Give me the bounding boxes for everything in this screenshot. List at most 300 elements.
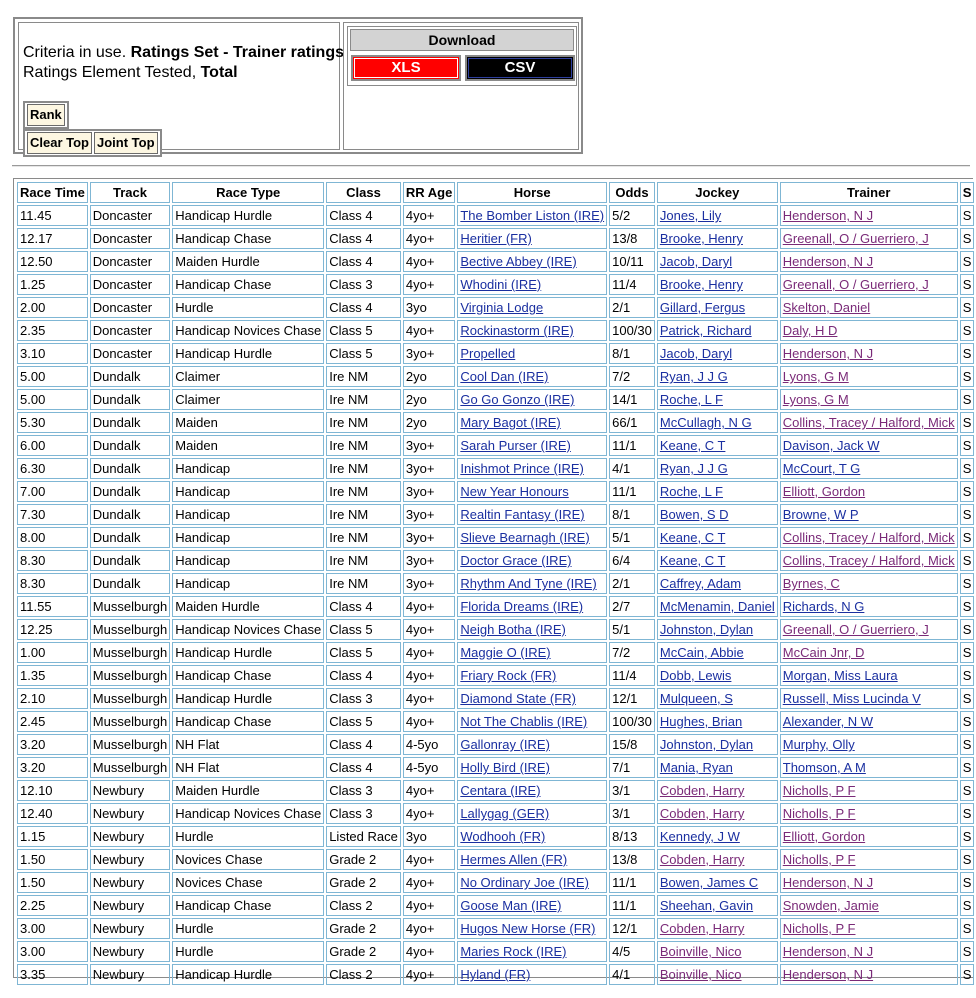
trainer-link[interactable]: Elliott, Gordon	[782, 484, 866, 499]
jockey-link[interactable]: Cobden, Harry	[659, 852, 745, 867]
cell-odds: 11/4	[609, 274, 655, 295]
cell-horse	[457, 780, 607, 801]
jockey-link[interactable]: Boinville, Nico	[659, 944, 742, 959]
horse-link[interactable]: Doctor Grace (IRE)	[460, 553, 572, 568]
cell-track: Newbury	[90, 941, 170, 962]
cell-jockey	[657, 343, 778, 364]
cell-race-type: Handicap Novices Chase	[172, 619, 324, 640]
table-row	[17, 711, 974, 732]
trainer-link[interactable]: Snowden, Jamie	[782, 898, 879, 913]
cell-track: Musselburgh	[90, 596, 170, 617]
cell-trainer	[780, 320, 958, 341]
cell-horse	[457, 734, 607, 755]
jockey-link[interactable]: Johnston, Dylan	[659, 737, 754, 752]
cell-race-time: 3.20	[17, 757, 88, 778]
cell-race-type: Hurdle	[172, 297, 324, 318]
cell-jockey	[657, 895, 778, 916]
trainer-link[interactable]: Collins, Tracey / Halford, Mick	[782, 415, 955, 430]
jockey-link[interactable]: Hughes, Brian	[659, 714, 743, 729]
cell-jockey	[657, 826, 778, 847]
cell-track: Doncaster	[90, 297, 170, 318]
cell-class: Grade 2	[326, 849, 401, 870]
jockey-link[interactable]: Caffrey, Adam	[659, 576, 742, 591]
cell-trainer	[780, 504, 958, 525]
cell-race-type: Handicap	[172, 573, 324, 594]
jockey-link[interactable]: Jones, Lily	[659, 208, 722, 223]
download-xls-label: XLS	[354, 58, 458, 78]
trainer-link[interactable]: Alexander, N W	[782, 714, 874, 729]
cell-s: S	[960, 964, 975, 985]
trainer-link[interactable]: Thomson, A M	[782, 760, 866, 775]
cell-class: Ire NM	[326, 458, 401, 479]
cell-odds: 11/1	[609, 872, 655, 893]
trainer-link[interactable]: Browne, W P	[782, 507, 859, 522]
trainer-link[interactable]: McCourt, T G	[782, 461, 861, 476]
trainer-link[interactable]: Henderson, N J	[782, 346, 874, 361]
cell-race-type: Claimer	[172, 366, 324, 387]
cell-horse	[457, 826, 607, 847]
cell-odds: 4/1	[609, 458, 655, 479]
results-table-container	[13, 178, 973, 982]
table-header-row	[17, 182, 974, 203]
cell-class: Class 4	[326, 228, 401, 249]
horse-link[interactable]: The Bomber Liston (IRE)	[460, 208, 605, 223]
cell-trainer	[780, 619, 958, 640]
cell-s: S	[960, 757, 975, 778]
horse-link[interactable]: Go Go Gonzo (IRE)	[460, 392, 575, 407]
jockey-link[interactable]: McCullagh, N G	[659, 415, 752, 430]
trainer-link[interactable]: Richards, N G	[782, 599, 865, 614]
trainer-link[interactable]: Henderson, N J	[782, 967, 874, 982]
trainer-link[interactable]: Skelton, Daniel	[782, 300, 871, 315]
jockey-link[interactable]: McMenamin, Daniel	[659, 599, 775, 614]
cell-rr-age: 2yo	[403, 389, 455, 410]
table-row	[17, 596, 974, 617]
horse-link[interactable]: Hermes Allen (FR)	[460, 852, 568, 867]
cell-horse	[457, 389, 607, 410]
trainer-link[interactable]: Henderson, N J	[782, 208, 874, 223]
cell-s: S	[960, 803, 975, 824]
cell-class: Class 5	[326, 711, 401, 732]
horse-link[interactable]: Mary Bagot (IRE)	[460, 415, 561, 430]
trainer-link[interactable]: McCain Jnr, D	[782, 645, 865, 660]
cell-jockey	[657, 297, 778, 318]
cell-jockey	[657, 780, 778, 801]
cell-trainer	[780, 849, 958, 870]
download-xls-button[interactable]	[351, 55, 461, 81]
cell-race-time: 1.35	[17, 665, 88, 686]
cell-race-type: Handicap Novices Chase	[172, 320, 324, 341]
trainer-link[interactable]: Nicholls, P F	[782, 783, 856, 798]
horse-link[interactable]: Gallonray (IRE)	[460, 737, 550, 752]
cell-race-time: 2.25	[17, 895, 88, 916]
jockey-link[interactable]: Mania, Ryan	[659, 760, 733, 775]
cell-jockey	[657, 619, 778, 640]
cell-rr-age: 4yo+	[403, 596, 455, 617]
cell-race-time: 1.25	[17, 274, 88, 295]
horse-link[interactable]: Heritier (FR)	[460, 231, 532, 246]
trainer-link[interactable]: Davison, Jack W	[782, 438, 880, 453]
cell-rr-age: 4-5yo	[403, 734, 455, 755]
cell-s: S	[960, 274, 975, 295]
trainer-link[interactable]: Daly, H D	[782, 323, 838, 338]
cell-horse	[457, 688, 607, 709]
horse-link[interactable]: New Year Honours	[460, 484, 569, 499]
horse-link[interactable]: Whodini (IRE)	[460, 277, 542, 292]
trainer-link[interactable]: Nicholls, P F	[782, 806, 856, 821]
trainer-link[interactable]: Lyons, G M	[782, 392, 849, 407]
cell-track: Doncaster	[90, 320, 170, 341]
horse-link[interactable]: Virginia Lodge	[460, 300, 544, 315]
column-header-s[interactable]: S	[960, 182, 975, 203]
table-row	[17, 895, 974, 916]
table-row	[17, 458, 974, 479]
horse-link[interactable]: Slieve Bearnagh (IRE)	[460, 530, 590, 545]
cell-track: Dundalk	[90, 527, 170, 548]
cell-horse	[457, 895, 607, 916]
cell-race-type: Handicap Chase	[172, 274, 324, 295]
cell-track: Musselburgh	[90, 642, 170, 663]
horse-link[interactable]: Florida Dreams (IRE)	[460, 599, 584, 614]
jockey-link[interactable]: Kennedy, J W	[659, 829, 740, 844]
cell-trainer	[780, 412, 958, 433]
clear-top-button[interactable]: Clear Top	[27, 132, 92, 154]
jockey-link[interactable]: Keane, C T	[659, 530, 726, 545]
cell-s: S	[960, 665, 975, 686]
cell-race-type: Handicap	[172, 504, 324, 525]
cell-class: Ire NM	[326, 435, 401, 456]
cell-class: Ire NM	[326, 550, 401, 571]
cell-race-time: 11.45	[17, 205, 88, 226]
trainer-link[interactable]: Morgan, Miss Laura	[782, 668, 898, 683]
cell-class: Class 4	[326, 665, 401, 686]
column-header-jockey[interactable]: Jockey	[657, 182, 778, 203]
trainer-link[interactable]: Elliott, Gordon	[782, 829, 866, 844]
cell-odds: 12/1	[609, 688, 655, 709]
cell-class: Class 5	[326, 343, 401, 364]
cell-horse	[457, 320, 607, 341]
cell-trainer	[780, 826, 958, 847]
trainer-link[interactable]: Henderson, N J	[782, 944, 874, 959]
horse-link[interactable]: Cool Dan (IRE)	[460, 369, 549, 384]
trainer-link[interactable]: Russell, Miss Lucinda V	[782, 691, 921, 706]
cell-race-type: Handicap	[172, 458, 324, 479]
trainer-link[interactable]: Collins, Tracey / Halford, Mick	[782, 530, 955, 545]
table-row	[17, 734, 974, 755]
cell-s: S	[960, 205, 975, 226]
jockey-link[interactable]: Cobden, Harry	[659, 806, 745, 821]
cell-s: S	[960, 458, 975, 479]
cell-jockey	[657, 573, 778, 594]
cell-jockey	[657, 872, 778, 893]
cell-track: Musselburgh	[90, 711, 170, 732]
jockey-link[interactable]: Cobden, Harry	[659, 921, 745, 936]
cell-trainer	[780, 688, 958, 709]
jockey-link[interactable]: Brooke, Henry	[659, 231, 743, 246]
column-header-odds[interactable]: Odds	[609, 182, 655, 203]
cell-race-type: Handicap Chase	[172, 665, 324, 686]
trainer-link[interactable]: Nicholls, P F	[782, 921, 856, 936]
cell-track: Musselburgh	[90, 688, 170, 709]
cell-race-type: Maiden	[172, 412, 324, 433]
cell-race-type: Hurdle	[172, 918, 324, 939]
cell-horse	[457, 228, 607, 249]
cell-s: S	[960, 481, 975, 502]
table-row	[17, 412, 974, 433]
criteria-ratings-set-value: Ratings Set - Trainer ratings	[130, 44, 344, 61]
cell-race-time: 1.50	[17, 872, 88, 893]
jockey-link[interactable]: Cobden, Harry	[659, 783, 745, 798]
column-header-race-type[interactable]: Race Type	[172, 182, 324, 203]
jockey-link[interactable]: Dobb, Lewis	[659, 668, 732, 683]
cell-class: Ire NM	[326, 366, 401, 387]
cell-horse	[457, 481, 607, 502]
cell-rr-age: 4yo+	[403, 274, 455, 295]
jockey-link[interactable]: Ryan, J J G	[659, 369, 728, 384]
jockey-link[interactable]: Bowen, S D	[659, 507, 729, 522]
jockey-link[interactable]: Johnston, Dylan	[659, 622, 754, 637]
cell-trainer	[780, 274, 958, 295]
horse-link[interactable]: Hugos New Horse (FR)	[460, 921, 596, 936]
cell-horse	[457, 803, 607, 824]
rank-button[interactable]: Rank	[27, 104, 65, 126]
cell-jockey	[657, 435, 778, 456]
cell-odds: 8/1	[609, 343, 655, 364]
cell-horse	[457, 550, 607, 571]
cell-class: Class 3	[326, 780, 401, 801]
jockey-link[interactable]: Gillard, Fergus	[659, 300, 746, 315]
cell-race-type: Handicap Hurdle	[172, 205, 324, 226]
cell-race-type: Handicap Hurdle	[172, 688, 324, 709]
joint-top-button[interactable]: Joint Top	[94, 132, 158, 154]
download-csv-label: CSV	[468, 58, 572, 78]
cell-race-type: Handicap	[172, 527, 324, 548]
horse-link[interactable]: Inishmot Prince (IRE)	[460, 461, 584, 476]
cell-track: Doncaster	[90, 274, 170, 295]
cell-s: S	[960, 550, 975, 571]
cell-track: Newbury	[90, 826, 170, 847]
horse-link[interactable]: Hyland (FR)	[460, 967, 531, 982]
table-row	[17, 803, 974, 824]
cell-track: Dundalk	[90, 504, 170, 525]
cell-jockey	[657, 481, 778, 502]
cell-class: Ire NM	[326, 527, 401, 548]
cell-s: S	[960, 412, 975, 433]
download-csv-button[interactable]	[465, 55, 575, 81]
table-row	[17, 918, 974, 939]
cell-track: Doncaster	[90, 205, 170, 226]
jockey-link[interactable]: Roche, L F	[659, 484, 723, 499]
column-header-track[interactable]: Track	[90, 182, 170, 203]
cell-race-type: Handicap Chase	[172, 895, 324, 916]
cell-jockey	[657, 527, 778, 548]
cell-horse	[457, 918, 607, 939]
cell-rr-age: 3yo+	[403, 504, 455, 525]
trainer-link[interactable]: Murphy, Olly	[782, 737, 855, 752]
cell-odds: 8/1	[609, 504, 655, 525]
cell-track: Dundalk	[90, 435, 170, 456]
cell-horse	[457, 596, 607, 617]
cell-odds: 2/1	[609, 573, 655, 594]
cell-s: S	[960, 573, 975, 594]
jockey-link[interactable]: Keane, C T	[659, 438, 726, 453]
table-row	[17, 320, 974, 341]
cell-race-type: Handicap Novices Chase	[172, 803, 324, 824]
cell-race-type: NH Flat	[172, 734, 324, 755]
horse-link[interactable]: Lallygag (GER)	[460, 806, 550, 821]
jockey-link[interactable]: Ryan, J J G	[659, 461, 728, 476]
trainer-link[interactable]: Nicholls, P F	[782, 852, 856, 867]
cell-jockey	[657, 941, 778, 962]
horse-link[interactable]: No Ordinary Joe (IRE)	[460, 875, 589, 890]
jockey-link[interactable]: Keane, C T	[659, 553, 726, 568]
trainer-link[interactable]: Collins, Tracey / Halford, Mick	[782, 553, 955, 568]
download-panel	[343, 22, 579, 150]
table-row	[17, 642, 974, 663]
jockey-link[interactable]: Mulqueen, S	[659, 691, 733, 706]
trainer-link[interactable]: Greenall, O / Guerriero, J	[782, 231, 929, 246]
rank-button-frame	[23, 101, 69, 129]
criteria-prefix: Criteria in use.	[23, 44, 127, 61]
jockey-link[interactable]: Brooke, Henry	[659, 277, 743, 292]
cell-race-time: 7.30	[17, 504, 88, 525]
cell-jockey	[657, 849, 778, 870]
horse-link[interactable]: Wodhooh (FR)	[460, 829, 546, 844]
cell-horse	[457, 849, 607, 870]
table-row	[17, 481, 974, 502]
trainer-link[interactable]: Byrnes, C	[782, 576, 840, 591]
column-header-race-time[interactable]: Race Time	[17, 182, 88, 203]
trainer-link[interactable]: Greenall, O / Guerriero, J	[782, 622, 929, 637]
horse-link[interactable]: Rhythm And Tyne (IRE)	[460, 576, 597, 591]
cell-s: S	[960, 688, 975, 709]
cell-race-time: 12.25	[17, 619, 88, 640]
horse-link[interactable]: Sarah Purser (IRE)	[460, 438, 571, 453]
cell-race-time: 3.00	[17, 918, 88, 939]
table-row	[17, 688, 974, 709]
cell-race-time: 8.30	[17, 573, 88, 594]
cell-s: S	[960, 366, 975, 387]
column-header-horse[interactable]: Horse	[457, 182, 607, 203]
cell-track: Dundalk	[90, 550, 170, 571]
horse-link[interactable]: Centara (IRE)	[460, 783, 541, 798]
horse-link[interactable]: Holly Bird (IRE)	[460, 760, 550, 775]
horse-link[interactable]: Goose Man (IRE)	[460, 898, 562, 913]
horse-link[interactable]: Friary Rock (FR)	[460, 668, 557, 683]
download-title: Download	[350, 29, 574, 51]
cell-rr-age: 3yo+	[403, 550, 455, 571]
cell-trainer	[780, 343, 958, 364]
cell-trainer	[780, 205, 958, 226]
column-header-class[interactable]: Class	[326, 182, 401, 203]
cell-rr-age: 3yo+	[403, 481, 455, 502]
jockey-link[interactable]: Boinville, Nico	[659, 967, 742, 982]
cell-race-time: 6.30	[17, 458, 88, 479]
jockey-link[interactable]: Jacob, Daryl	[659, 254, 733, 269]
cell-horse	[457, 573, 607, 594]
cell-trainer	[780, 803, 958, 824]
cell-race-time: 5.00	[17, 389, 88, 410]
cell-rr-age: 3yo+	[403, 458, 455, 479]
results-table-body	[17, 205, 974, 985]
cell-race-time: 3.20	[17, 734, 88, 755]
cell-jockey	[657, 964, 778, 985]
jockey-link[interactable]: Jacob, Daryl	[659, 346, 733, 361]
cell-rr-age: 2yo	[403, 412, 455, 433]
cell-race-time: 12.17	[17, 228, 88, 249]
cell-s: S	[960, 895, 975, 916]
cell-rr-age: 4yo+	[403, 642, 455, 663]
cell-jockey	[657, 228, 778, 249]
cell-horse	[457, 251, 607, 272]
table-row	[17, 849, 974, 870]
cell-class: Class 2	[326, 964, 401, 985]
trainer-link[interactable]: Henderson, N J	[782, 875, 874, 890]
table-row	[17, 228, 974, 249]
jockey-link[interactable]: Patrick, Richard	[659, 323, 752, 338]
table-row	[17, 435, 974, 456]
table-row	[17, 504, 974, 525]
cell-trainer	[780, 389, 958, 410]
cell-track: Dundalk	[90, 366, 170, 387]
cell-rr-age: 4yo+	[403, 619, 455, 640]
column-header-rr-age[interactable]: RR Age	[403, 182, 455, 203]
jockey-link[interactable]: McCain, Abbie	[659, 645, 744, 660]
cell-trainer	[780, 228, 958, 249]
horse-link[interactable]: Realtin Fantasy (IRE)	[460, 507, 585, 522]
jockey-link[interactable]: Roche, L F	[659, 392, 723, 407]
horse-link[interactable]: Maggie O (IRE)	[460, 645, 551, 660]
cell-s: S	[960, 941, 975, 962]
cell-s: S	[960, 527, 975, 548]
horse-link[interactable]: Bective Abbey (IRE)	[460, 254, 577, 269]
jockey-link[interactable]: Sheehan, Gavin	[659, 898, 754, 913]
cell-trainer	[780, 964, 958, 985]
cell-track: Musselburgh	[90, 665, 170, 686]
cell-jockey	[657, 320, 778, 341]
horse-link[interactable]: Not The Chablis (IRE)	[460, 714, 588, 729]
table-row	[17, 780, 974, 801]
table-row	[17, 757, 974, 778]
horse-link[interactable]: Propelled	[460, 346, 516, 361]
cell-class: Ire NM	[326, 504, 401, 525]
cell-odds: 2/7	[609, 596, 655, 617]
horse-link[interactable]: Diamond State (FR)	[460, 691, 576, 706]
cell-class: Class 3	[326, 688, 401, 709]
cell-race-type: Novices Chase	[172, 849, 324, 870]
column-header-trainer[interactable]: Trainer	[780, 182, 958, 203]
cell-rr-age: 4yo+	[403, 780, 455, 801]
trainer-link[interactable]: Henderson, N J	[782, 254, 874, 269]
horse-link[interactable]: Maries Rock (IRE)	[460, 944, 567, 959]
cell-odds: 15/8	[609, 734, 655, 755]
table-row	[17, 274, 974, 295]
jockey-link[interactable]: Bowen, James C	[659, 875, 759, 890]
cell-odds: 6/4	[609, 550, 655, 571]
trainer-link[interactable]: Greenall, O / Guerriero, J	[782, 277, 929, 292]
horse-link[interactable]: Neigh Botha (IRE)	[460, 622, 566, 637]
cell-odds: 11/4	[609, 665, 655, 686]
cell-s: S	[960, 297, 975, 318]
cell-jockey	[657, 688, 778, 709]
cell-trainer	[780, 757, 958, 778]
table-row	[17, 964, 974, 985]
cell-rr-age: 4yo+	[403, 803, 455, 824]
trainer-link[interactable]: Lyons, G M	[782, 369, 849, 384]
cell-rr-age: 4yo+	[403, 205, 455, 226]
cell-jockey	[657, 734, 778, 755]
horse-link[interactable]: Rockinastorm (IRE)	[460, 323, 574, 338]
